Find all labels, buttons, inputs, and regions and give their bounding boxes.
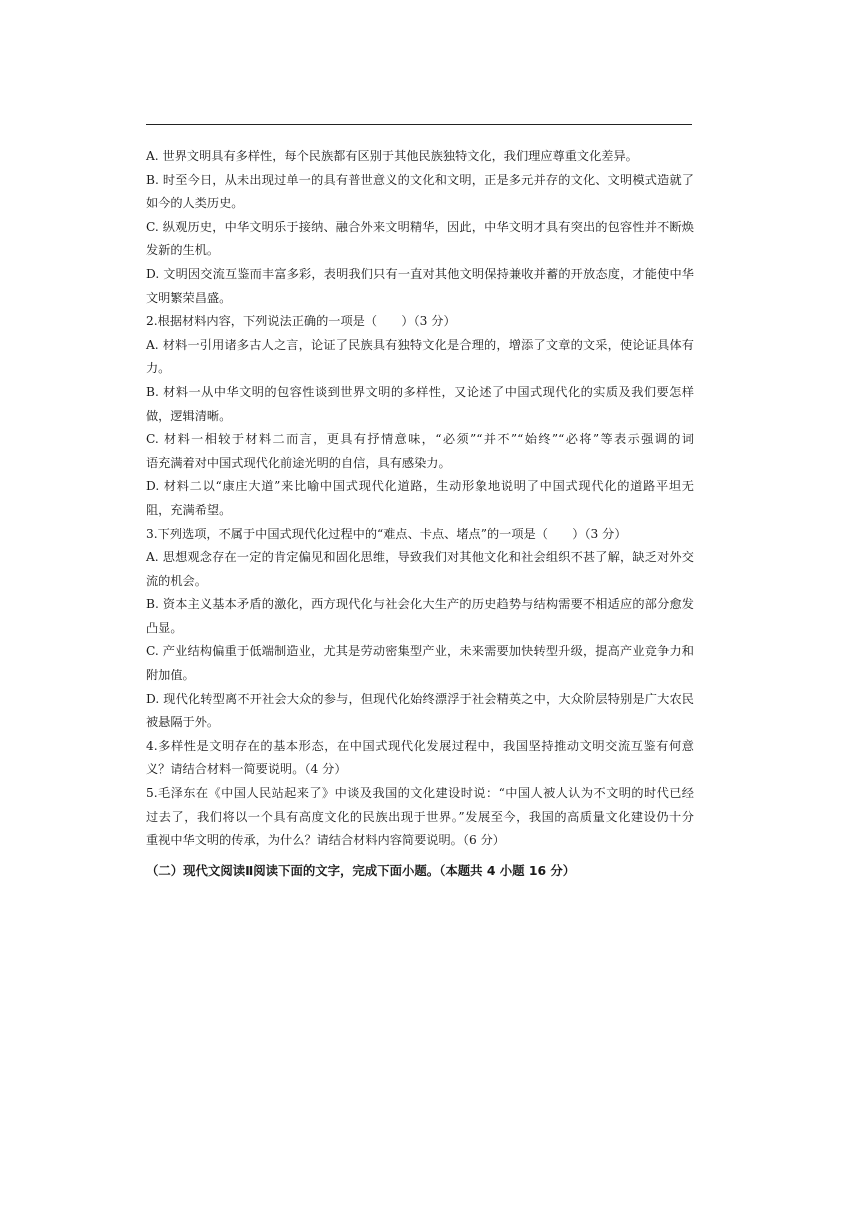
q5-line1: 5.毛泽东在《中国人民站起来了》中谈及我国的文化建设时说：“中国人被人认为不文明的时代已经 bbox=[146, 786, 694, 801]
question-content bbox=[146, 145, 694, 853]
q3-option-a-line2: 流的机会。 bbox=[146, 573, 207, 588]
q3-option-a-line1: A. 思想观念存在一定的肯定偏见和固化思维，导致我们对其他文化和社会组织不甚了解，缺乏对外交 bbox=[146, 550, 694, 565]
q3-option-c-line2: 附加值。 bbox=[146, 668, 195, 683]
q5-line3: 重视中华文明的传承，为什么？请结合材料内容简要说明。（6 分） bbox=[146, 833, 505, 848]
q2-option-b-line1: B. 材料一从中华文明的包容性谈到世界文明的多样性，又论述了中国式现代化的实质及我们要怎样 bbox=[146, 384, 694, 399]
q3-option-d-line2: 被悬隔于外。 bbox=[146, 715, 220, 730]
q5-line2: 过去了，我们将以一个具有高度文化的民族出现于世界。”发展至今，我国的高质量文化建设仍十分 bbox=[146, 809, 694, 824]
q1-option-a: A. 世界文明具有多样性，每个民族都有区别于其他民族独特文化，我们理应尊重文化差异。 bbox=[146, 149, 638, 163]
q1-option-b-line2: 如今的人类历史。 bbox=[146, 196, 244, 211]
q2-option-c-line1: C. 材料一相较于材料二而言，更具有抒情意味，“必须”“并不”“始终”“必将”等表示强调的词 bbox=[146, 432, 694, 447]
q1-option-c-line1: C. 纵观历史，中华文明乐于接纳、融合外来文明精华，因此，中华文明才具有突出的包容性并不断焕 bbox=[146, 219, 694, 234]
q1-option-c-line2: 发新的生机。 bbox=[146, 243, 220, 258]
q3-option-c-line1: C. 产业结构偏重于低端制造业，尤其是劳动密集型产业，未来需要加快转型升级，提高产业竞争力和 bbox=[146, 644, 694, 659]
q2-option-a-line2: 力。 bbox=[146, 361, 171, 376]
q4-line2: 义？请结合材料一简要说明。（4 分） bbox=[146, 762, 347, 777]
q2-option-a-line1: A. 材料一引用诸多古人之言，论证了民族具有独特文化是合理的，增添了文章的文采，使论证具体有 bbox=[146, 337, 694, 352]
q2-option-c-line2: 语充满着对中国式现代化前途光明的自信，具有感染力。 bbox=[146, 455, 451, 470]
header-divider bbox=[146, 124, 692, 125]
q2-option-d-line1: D. 材料二以“康庄大道”来比喻中国式现代化道路，生动形象地说明了中国式现代化的道路平坦无 bbox=[146, 479, 694, 494]
q2-option-b-line2: 做，逻辑清晰。 bbox=[146, 408, 232, 423]
q3-option-d-line1: D. 现代化转型离不开社会大众的参与，但现代化始终漂浮于社会精英之中，大众阶层特别是广大农民 bbox=[146, 691, 694, 706]
q3-option-b-line1: B. 资本主义基本矛盾的激化，西方现代化与社会化大生产的历史趋势与结构需要不相适应的部分愈发 bbox=[146, 597, 694, 612]
q1-option-d-line2: 文明繁荣昌盛。 bbox=[146, 290, 232, 305]
q1-option-d-line1: D. 文明因交流互鉴而丰富多彩，表明我们只有一直对其他文明保持兼收并蓄的开放态度，才能使中华 bbox=[146, 266, 694, 281]
q2-option-d-line2: 阻，充满希望。 bbox=[146, 502, 232, 517]
q3-stem: 3.下列选项，不属于中国式现代化过程中的“难点、卡点、堵点”的一项是（ ）（3 分） bbox=[146, 526, 627, 541]
section-heading: （二）现代文阅读Ⅱ阅读下面的文字，完成下面小题。（本题共 4 小题 16 分） bbox=[146, 863, 576, 878]
q4-line1: 4.多样性是文明存在的基本形态，在中国式现代化发展过程中，我国坚持推动文明交流互鉴有何意 bbox=[146, 738, 694, 753]
q3-option-b-line2: 凸显。 bbox=[146, 620, 183, 635]
q1-option-b-line1: B. 时至今日，从未出现过单一的具有普世意义的文化和文明，正是多元并存的文化、文明模式造就了 bbox=[146, 172, 694, 187]
q2-stem: 2.根据材料内容，下列说法正确的一项是（ ）（3 分） bbox=[146, 314, 456, 329]
